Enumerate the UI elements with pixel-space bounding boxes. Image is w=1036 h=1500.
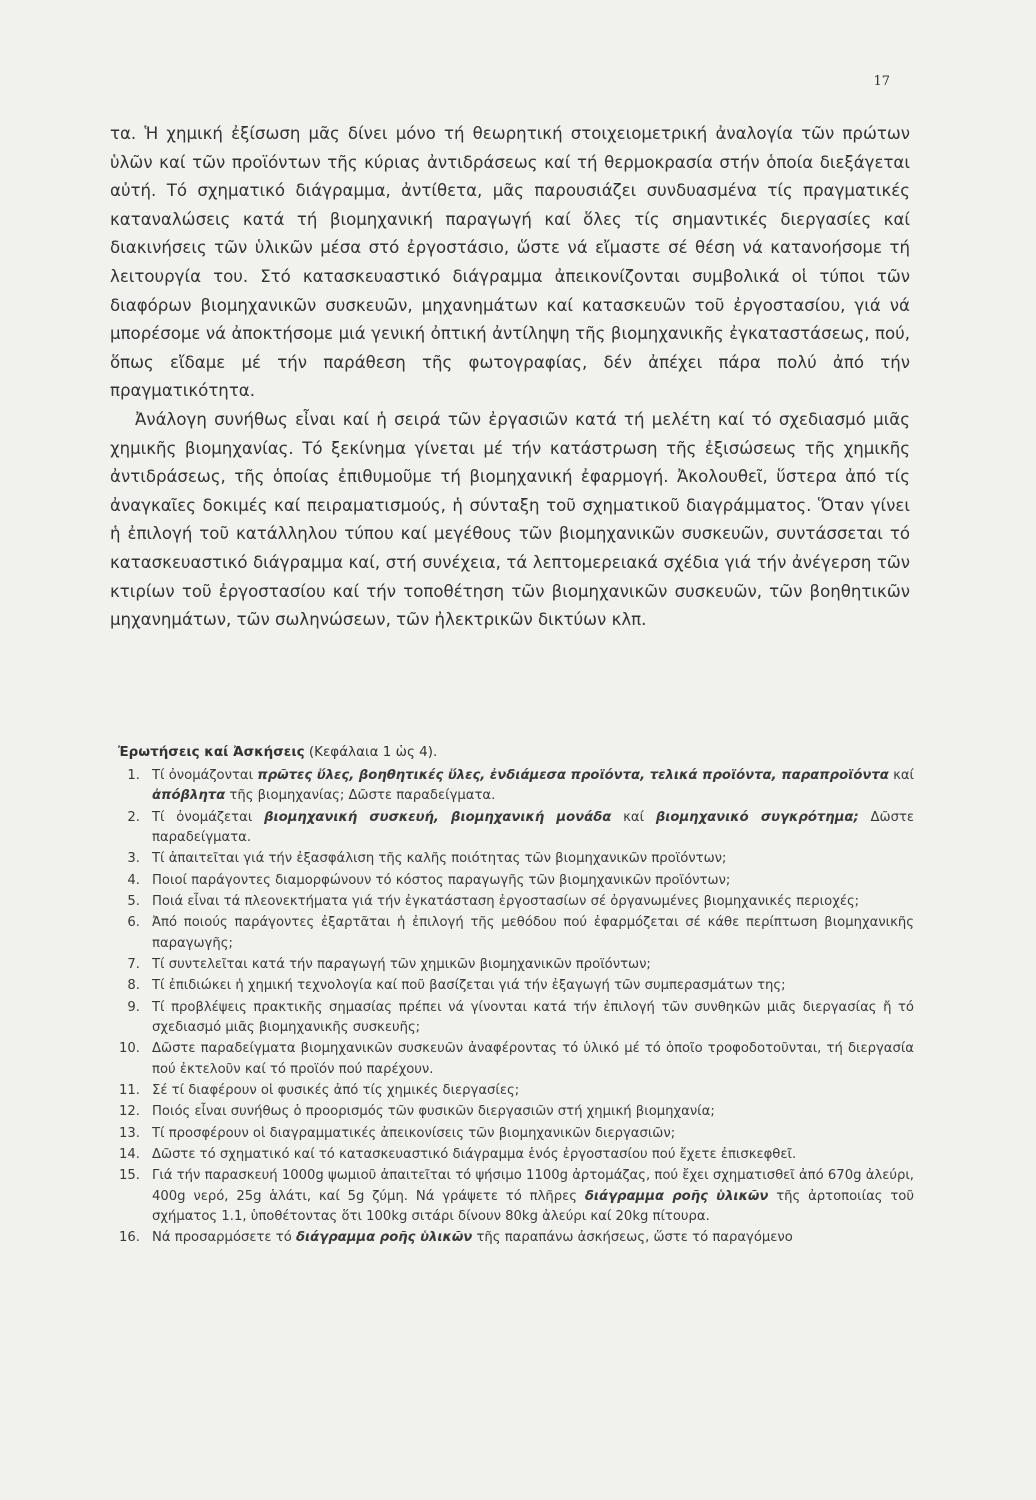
body-text [110,120,910,635]
list-item [108,913,914,953]
list-item [108,1081,914,1101]
exercise-number: 7. [127,956,140,972]
list-item [108,1228,914,1248]
exercise-text: Δῶστε παραδείγματα βιομηχανικῶν συσκευῶν ἀναφέροντας τό ὑλικό μέ τό ὁποῖο τροφοδοτοῦνται, τή διεργασία πού ἐκτελοῦν καί τό προϊόν πού παρέχουν. [152,1041,914,1077]
list-item [108,892,914,912]
exercises-heading-title: Ἐρωτήσεις καί Ἀσκήσεις [118,744,305,760]
exercise-text: Τί ἐπιδιώκει ἡ χημική τεχνολογία καί ποῦ βασίζεται γιά τήν ἐξαγωγή τῶν συμπερασμάτων της; [152,978,786,994]
exercise-text: Τί συντελεῖται κατά τήν παραγωγή τῶν χημικῶν βιομηχανικῶν προϊόντων; [152,956,651,972]
exercise-number: 14. [119,1147,140,1163]
exercise-number: 15. [119,1168,140,1184]
exercise-number: 12. [119,1104,140,1120]
list-item [108,955,914,975]
paragraph: τα. Ἡ χημική ἐξίσωση μᾶς δίνει μόνο τή θεωρητική στοιχειομετρική ἀναλογία τῶν πρώτων ὑλῶν καί τῶν προϊόντων τῆς κύριας ἀντιδράσεως καί τή θερμοκρασία στήν ὁποία διεξάγεται αὐτή. Τό σχηματικό διάγραμμα, ἀντίθετα, μᾶς παρουσιάζει συνδυασμένα τίς πραγματικές καταναλώσεις κατά τή βιομηχανική παραγωγή καί ὅλες τίς σημαντικές διεργασίες καί διακινήσεις τῶν ὑλικῶν μέσα στό ἐργοστάσιο, ὥστε νά εἴμαστε σέ θέση νά κατανοήσομε τή λειτουργία του. Στό κατασκευαστικό διάγραμμα ἀπεικονίζονται συμβολικά οἱ τύποι τῶν διαφόρων βιομηχανικῶν συσκευῶν, μηχανημάτων καί κατασκευῶν τοῦ ἐργοστασίου, γιά νά μπορέσομε νά ἀποκτήσομε μιά γενική ὀπτική ἀντίληψη τῆς βιομηχανικῆς ἐγκαταστάσεως, πού, ὅπως εἴδαμε μέ τήν παράθεση τῆς φωτογραφίας, δέν ἀπέχει πάρα πολύ ἀπό τήν πραγματικότητα. [110,124,910,401]
list-item [108,766,914,806]
exercises-heading-chapters: (Κεφάλαια 1 ὡς 4). [304,744,438,760]
exercise-text: Τί ἀπαιτεῖται γιά τήν ἐξασφάλιση τῆς καλῆς ποιότητας τῶν βιομηχανικῶν προϊόντων; [152,851,727,867]
list-item [108,871,914,891]
list-item [108,1039,914,1079]
list-item [108,808,914,848]
list-item [108,1124,914,1144]
exercise-text: Τί προσφέρουν οἱ διαγραμματικές ἀπεικονίσεις τῶν βιομηχανικῶν διεργασιῶν; [152,1125,676,1141]
exercises-heading [118,744,437,760]
exercise-text: Ἀπό ποιούς παράγοντες ἐξαρτᾶται ἡ ἐπιλογή τῆς μεθόδου πού ἐφαρμόζεται σέ κάθε περίπτωση βιομηχανικῆς παραγωγῆς; [152,915,914,951]
list-item [108,1145,914,1165]
exercise-number: 13. [119,1125,140,1141]
exercise-number: 1. [127,768,140,783]
list-item [108,998,914,1038]
list-item [108,849,914,869]
paragraph: Ἀνάλογη συνήθως εἶναι καί ἡ σειρά τῶν ἐργασιῶν κατά τή μελέτη καί τό σχεδιασμό μιᾶς χημικῆς βιομηχανίας. Τό ξεκίνημα γίνεται μέ τήν κατάστρωση τῆς ἐξισώσεως τῆς χημικῆς ἀντιδράσεως, τῆς ὁποίας ἐπιθυμοῦμε τή βιομηχανική ἐφαρμογή. Ἀκολουθεῖ, ὕστερα ἀπό τίς ἀναγκαῖες δοκιμές καί πειραματισμούς, ἡ σύνταξη τοῦ σχηματικοῦ διαγράμματος. Ὅταν γίνει ἡ ἐπιλογή τοῦ κατάλληλου τύπου καί μεγέθους τῶν βιομηχανικῶν συσκευῶν, συντάσσεται τό κατασκευαστικό διάγραμμα καί, στή συνέχεια, τά λεπτομερειακά σχέδια γιά τήν ἀνέγερση τῶν κτιρίων τοῦ ἐργοστασίου καί τήν τοποθέτηση τῶν βιομηχανικῶν συσκευῶν, τῶν βοηθητικῶν μηχανημάτων, τῶν σωληνώσεων, τῶν ἠλεκτρικῶν δικτύων κλπ. [110,409,910,630]
exercise-number: 3. [127,851,140,867]
page-number: 17 [873,74,890,89]
exercise-text: Τί προβλέψεις πρακτικῆς σημασίας πρέπει νά γίνονται κατά τήν ἐπιλογή τῶν συνθηκῶν μιᾶς διεργασίας ἤ τό σχεδιασμό μιᾶς βιομηχανικῆς συσκευῆς; [152,999,914,1035]
exercise-number: 11. [119,1082,140,1098]
exercise-number: 5. [127,893,140,909]
exercise-text: Τί ὀνομάζονται πρῶτες ὕλες, βοηθητικές ὕλες, ἐνδιάμεσα προϊόντα, τελικά προϊόντα, παραπροϊόντα καί ἀπόβλητα τῆς βιομηχανίας; Δῶστε παραδείγματα. [152,768,914,804]
exercise-number: 16. [119,1230,140,1246]
list-item [108,1166,914,1227]
exercise-text: Δῶστε τό σχηματικό καί τό κατασκευαστικό διάγραμμα ἑνός ἐργοστασίου πού ἔχετε ἐπισκεφθεῖ. [152,1147,797,1163]
exercise-list [108,766,914,1250]
exercise-number: 9. [127,999,140,1015]
list-item [108,976,914,996]
exercise-text: Τί ὀνομάζεται βιομηχανική συσκευή, βιομηχανική μονάδα καί βιομηχανικό συγκρότημα; Δῶστε παραδείγματα. [152,809,915,845]
exercise-text: Ποιοί παράγοντες διαμορφώνουν τό κόστος παραγωγῆς τῶν βιομηχανικῶν προϊόντων; [152,872,731,888]
exercise-number: 10. [119,1041,140,1057]
exercise-number: 6. [127,915,140,931]
exercise-text: Ποιός εἶναι συνήθως ὁ προορισμός τῶν φυσικῶν διεργασιῶν στή χημική βιομηχανία; [152,1104,715,1120]
exercise-text: Νά προσαρμόσετε τό διάγραμμα ροῆς ὑλικῶν τῆς παραπάνω ἀσκήσεως, ὥστε τό παραγόμενο [152,1230,793,1246]
exercise-text: Σέ τί διαφέρουν οἱ φυσικές ἀπό τίς χημικές διεργασίες; [152,1082,520,1098]
exercise-number: 8. [127,978,140,994]
exercise-number: 2. [127,809,140,825]
exercise-text: Γιά τήν παρασκευή 1000g ψωμιοῦ ἀπαιτεῖται τό ψήσιμο 1100g ἀρτομάζας, πού ἔχει σχηματισθεῖ ἀπό 670g ἀλεύρι, 400g νερό, 25g ἁλάτι, καί 5g ζύμη. Νά γράψετε τό πλῆρες διάγραμμα ροῆς ὑλικῶν τῆς ἀρτοποιίας τοῦ σχήματος 1.1, ὑποθέτοντας ὅτι 100kg σιτάρι δίνουν 80kg ἀλεύρι καί 20kg πίτουρα. [152,1168,914,1224]
list-item [108,1102,914,1122]
exercise-number: 4. [127,872,140,888]
exercise-text: Ποιά εἶναι τά πλεονεκτήματα γιά τήν ἐγκατάσταση ἐργοστασίων σέ ὀργανωμένες βιομηχανικές περιοχές; [152,893,860,909]
